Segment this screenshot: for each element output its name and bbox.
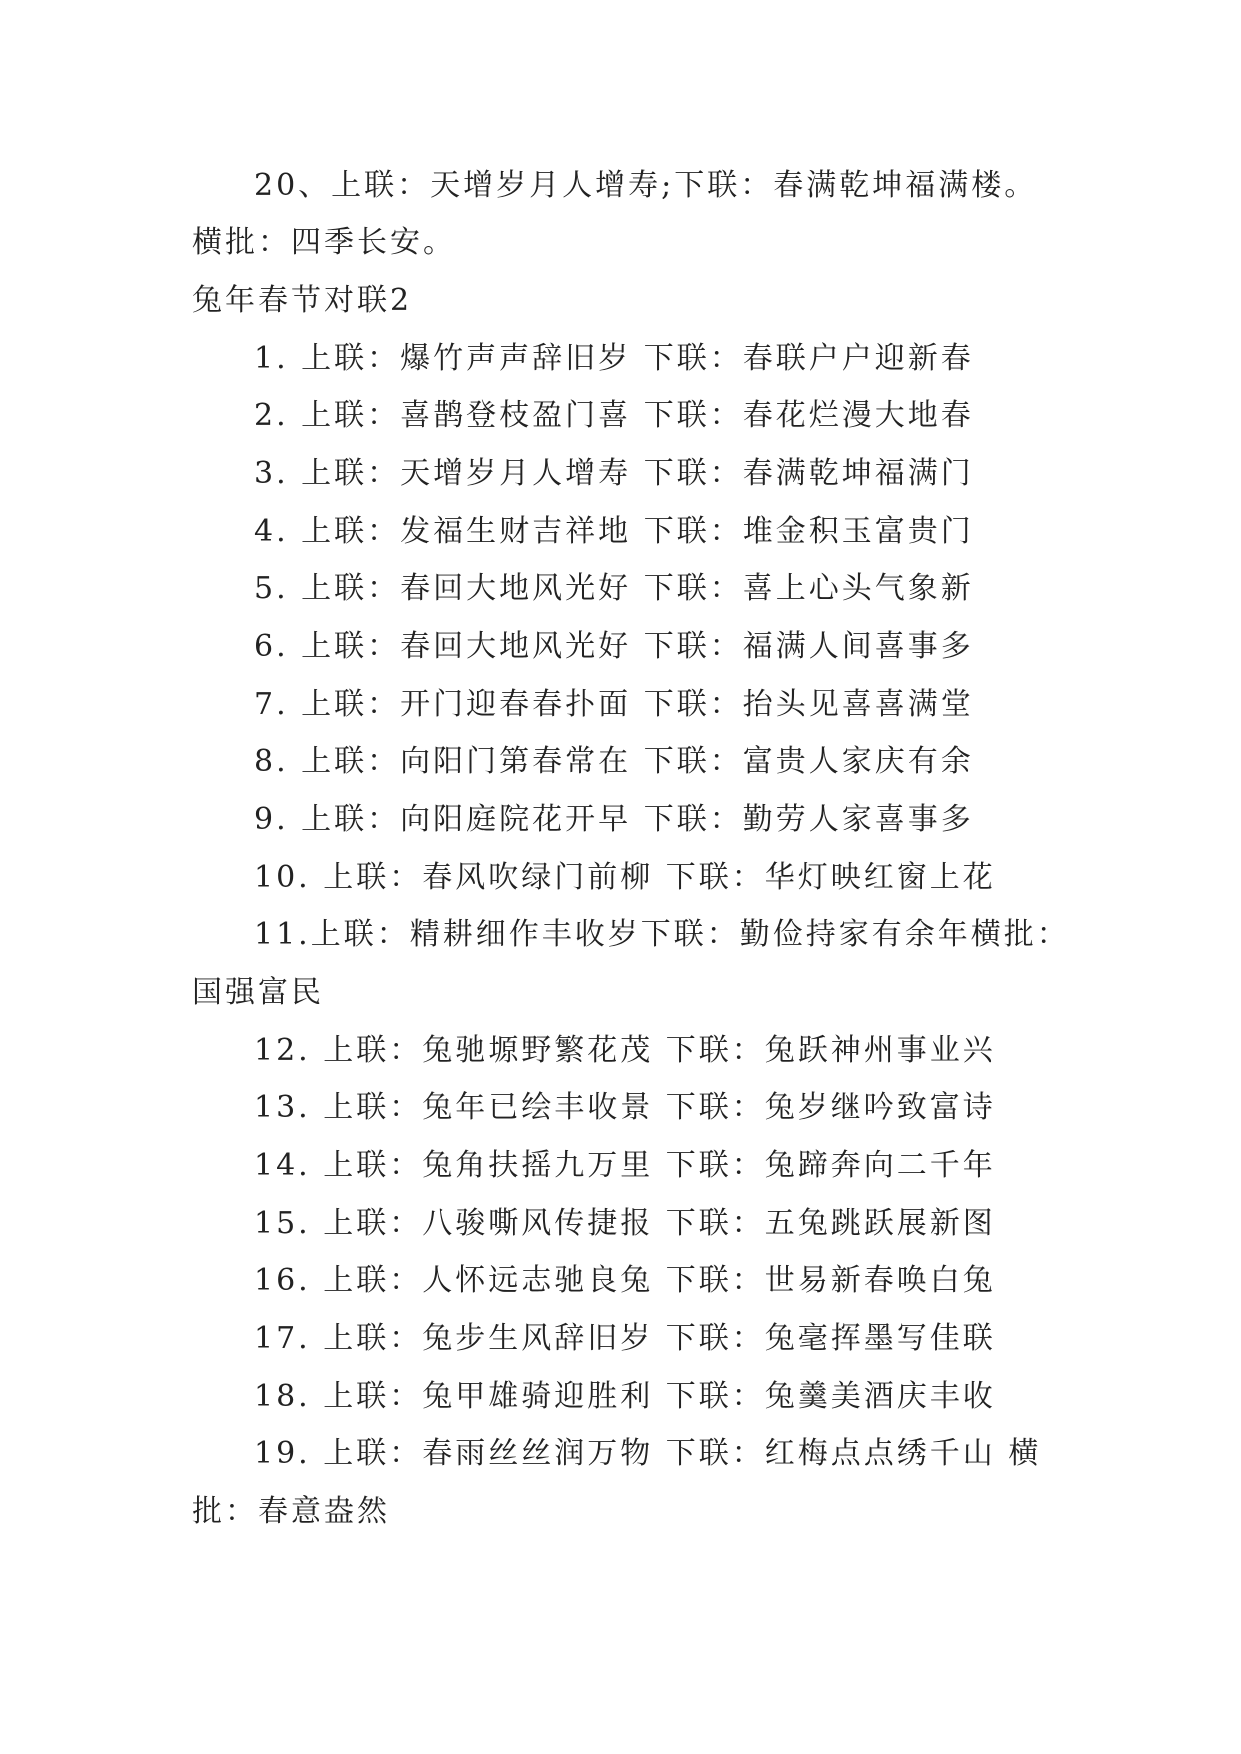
couplet-item: 12. 上联：兔驰塬野繁花茂 下联：兔跃神州事业兴 xyxy=(254,1033,996,1068)
couplet-item: 19. 上联：春雨丝丝润万物 下联：红梅点点绣千山 横 xyxy=(254,1436,1042,1471)
couplet-item: 5. 上联：春回大地风光好 下联：喜上心头气象新 xyxy=(254,571,974,606)
couplet-item: 16. 上联：人怀远志驰良兔 下联：世易新春唤白兔 xyxy=(254,1263,996,1298)
couplet-item: 15. 上联：八骏嘶风传捷报 下联：五兔跳跃展新图 xyxy=(254,1206,996,1241)
couplet-item: 10. 上联：春风吹绿门前柳 下联：华灯映红窗上花 xyxy=(254,860,996,895)
couplet-item: 14. 上联：兔角扶摇九万里 下联：兔蹄奔向二千年 xyxy=(254,1148,996,1183)
couplet-item: 18. 上联：兔甲雄骑迎胜利 下联：兔羹美酒庆丰收 xyxy=(254,1379,996,1414)
text-line: 横批：四季长安。 xyxy=(192,225,456,260)
text-line: 国强富民 xyxy=(192,975,324,1010)
couplet-item: 9. 上联：向阳庭院花开早 下联：勤劳人家喜事多 xyxy=(254,802,974,837)
couplet-item: 4. 上联：发福生财吉祥地 下联：堆金积玉富贵门 xyxy=(254,514,974,549)
couplet-item: 3. 上联：天增岁月人增寿 下联：春满乾坤福满门 xyxy=(254,456,974,491)
couplet-item: 8. 上联：向阳门第春常在 下联：富贵人家庆有余 xyxy=(254,744,974,779)
couplet-item: 6. 上联：春回大地风光好 下联：福满人间喜事多 xyxy=(254,629,974,664)
couplet-item: 7. 上联：开门迎春春扑面 下联：抬头见喜喜满堂 xyxy=(254,687,974,722)
couplet-item: 1. 上联：爆竹声声辞旧岁 下联：春联户户迎新春 xyxy=(254,341,974,376)
couplet-item: 17. 上联：兔步生风辞旧岁 下联：兔毫挥墨写佳联 xyxy=(254,1321,996,1356)
couplet-item: 13. 上联：兔年已绘丰收景 下联：兔岁继吟致富诗 xyxy=(254,1090,996,1125)
section-heading: 兔年春节对联2 xyxy=(192,283,413,318)
couplet-item: 2. 上联：喜鹊登枝盈门喜 下联：春花烂漫大地春 xyxy=(254,398,974,433)
couplet-item: 11.上联：精耕细作丰收岁下联：勤俭持家有余年横批： xyxy=(254,917,1070,952)
text-line: 20、上联：天增岁月人增寿;下联：春满乾坤福满楼。 xyxy=(254,168,1038,203)
text-line: 批：春意盎然 xyxy=(192,1494,390,1529)
